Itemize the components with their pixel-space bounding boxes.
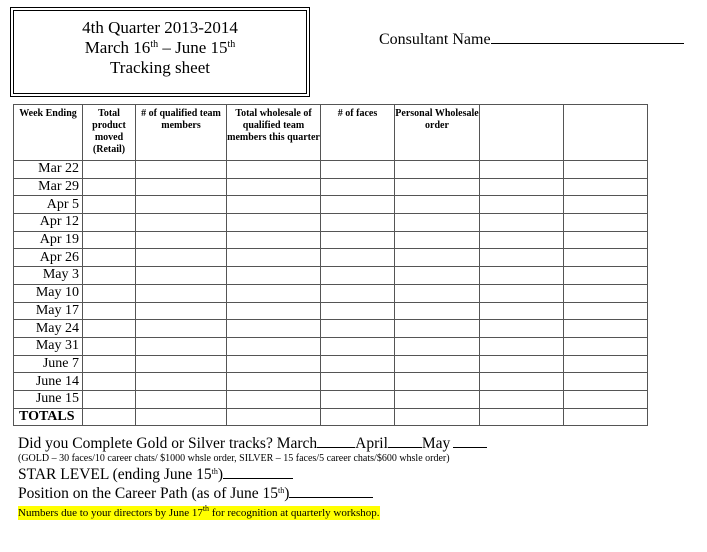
entry-cell[interactable]	[321, 408, 395, 426]
consultant-name-label: Consultant Name	[379, 31, 491, 48]
entry-cell[interactable]	[480, 320, 564, 338]
entry-cell[interactable]	[321, 178, 395, 196]
consultant-name-blank[interactable]	[491, 29, 684, 44]
career-path-blank[interactable]	[289, 484, 373, 498]
col-personal-wholesale: Personal Wholesale order	[395, 105, 480, 161]
entry-cell[interactable]	[227, 231, 321, 249]
entry-cell[interactable]	[83, 249, 136, 267]
tracks-note: (GOLD – 30 faces/10 career chats/ $1000 whsle order, SILVER – 15 faces/5 career chats/$600 whsle order)	[18, 453, 450, 464]
entry-cell[interactable]	[564, 302, 648, 320]
table-row	[14, 337, 648, 355]
entry-cell[interactable]	[480, 373, 564, 391]
entry-cell[interactable]	[321, 320, 395, 338]
entry-cell[interactable]	[564, 178, 648, 196]
entry-cell[interactable]	[564, 249, 648, 267]
career-path-label: Position on the Career Path (as of June 15	[18, 485, 279, 502]
entry-cell[interactable]	[227, 161, 321, 179]
table-row	[14, 161, 648, 179]
table-row	[14, 196, 648, 214]
tracks-question-label: Did you Complete Gold or Silver tracks? March	[18, 435, 318, 452]
star-level-question	[18, 465, 698, 484]
sheet-title: Tracking sheet	[110, 58, 210, 77]
table-row	[14, 267, 648, 285]
table-row	[14, 390, 648, 408]
career-path-close: )	[284, 485, 290, 502]
entry-cell[interactable]	[83, 161, 136, 179]
entry-cell[interactable]	[395, 267, 480, 285]
week-ending-cell: May 24	[14, 320, 83, 338]
entry-cell[interactable]	[395, 302, 480, 320]
entry-cell[interactable]	[83, 302, 136, 320]
entry-cell[interactable]	[83, 408, 136, 426]
entry-cell[interactable]	[136, 196, 227, 214]
entry-cell[interactable]	[136, 231, 227, 249]
entry-cell[interactable]	[395, 284, 480, 302]
entry-cell[interactable]	[321, 373, 395, 391]
entry-cell[interactable]	[564, 390, 648, 408]
table-row	[14, 178, 648, 196]
entry-cell[interactable]	[83, 355, 136, 373]
week-ending-cell: June 7	[14, 355, 83, 373]
entry-cell[interactable]	[395, 408, 480, 426]
entry-cell[interactable]	[321, 214, 395, 232]
entry-cell[interactable]	[564, 161, 648, 179]
entry-cell[interactable]	[83, 337, 136, 355]
entry-cell[interactable]	[83, 284, 136, 302]
entry-cell[interactable]	[83, 196, 136, 214]
entry-cell[interactable]	[83, 214, 136, 232]
star-level-sup: th	[211, 467, 218, 476]
entry-cell[interactable]	[395, 196, 480, 214]
deadline-sup: th	[202, 504, 210, 513]
col-total-wholesale: Total wholesale of qualified team members this quarter	[227, 105, 321, 161]
entry-cell[interactable]	[564, 214, 648, 232]
col-week-ending: Week Ending	[14, 105, 83, 161]
deadline-suffix: for recognition at quarterly workshop.	[209, 507, 380, 519]
entry-cell[interactable]	[564, 196, 648, 214]
week-ending-cell: Apr 19	[14, 231, 83, 249]
entry-cell[interactable]	[564, 284, 648, 302]
entry-cell[interactable]	[136, 320, 227, 338]
entry-cell[interactable]	[136, 355, 227, 373]
entry-cell[interactable]	[395, 373, 480, 391]
table-row	[14, 214, 648, 232]
entry-cell[interactable]	[136, 373, 227, 391]
entry-cell[interactable]	[480, 231, 564, 249]
table-row	[14, 284, 648, 302]
entry-cell[interactable]	[83, 390, 136, 408]
entry-cell[interactable]	[321, 231, 395, 249]
entry-cell[interactable]	[564, 355, 648, 373]
entry-cell[interactable]	[321, 249, 395, 267]
week-ending-cell: May 3	[14, 267, 83, 285]
april-blank[interactable]	[388, 434, 422, 448]
entry-cell[interactable]	[136, 267, 227, 285]
entry-cell[interactable]	[480, 337, 564, 355]
date-range-end-sup: th	[227, 39, 236, 50]
table-row	[14, 231, 648, 249]
entry-cell[interactable]	[227, 267, 321, 285]
entry-cell[interactable]	[480, 214, 564, 232]
entry-cell[interactable]	[321, 267, 395, 285]
consultant-name-field	[379, 29, 684, 49]
entry-cell[interactable]	[227, 249, 321, 267]
entry-cell[interactable]	[480, 408, 564, 426]
entry-cell[interactable]	[321, 337, 395, 355]
entry-cell[interactable]	[321, 284, 395, 302]
col-total-product: Total product moved (Retail)	[83, 105, 136, 161]
col-blank-2	[564, 105, 648, 161]
entry-cell[interactable]	[395, 231, 480, 249]
entry-cell[interactable]	[227, 355, 321, 373]
week-ending-cell: May 10	[14, 284, 83, 302]
week-ending-cell: May 17	[14, 302, 83, 320]
entry-cell[interactable]	[136, 214, 227, 232]
entry-cell[interactable]	[395, 320, 480, 338]
entry-cell[interactable]	[480, 249, 564, 267]
entry-cell[interactable]	[395, 161, 480, 179]
entry-cell[interactable]	[564, 267, 648, 285]
entry-cell[interactable]	[395, 178, 480, 196]
entry-cell[interactable]	[83, 178, 136, 196]
entry-cell[interactable]	[480, 302, 564, 320]
entry-cell[interactable]	[83, 267, 136, 285]
week-ending-cell: Apr 5	[14, 196, 83, 214]
table-row	[14, 355, 648, 373]
deadline-note	[18, 506, 380, 520]
col-blank-1	[480, 105, 564, 161]
entry-cell[interactable]	[564, 337, 648, 355]
col-faces: # of faces	[321, 105, 395, 161]
week-ending-cell: May 31	[14, 337, 83, 355]
entry-cell[interactable]	[136, 161, 227, 179]
date-range-start-sup: th	[150, 39, 159, 50]
entry-cell[interactable]	[136, 390, 227, 408]
entry-cell[interactable]	[227, 214, 321, 232]
entry-cell[interactable]	[480, 390, 564, 408]
entry-cell[interactable]	[136, 302, 227, 320]
entry-cell[interactable]	[564, 231, 648, 249]
entry-cell[interactable]	[227, 284, 321, 302]
tracks-question	[18, 434, 698, 453]
entry-cell[interactable]	[227, 302, 321, 320]
entry-cell[interactable]	[321, 196, 395, 214]
may-label: May	[421, 435, 451, 452]
entry-cell[interactable]	[227, 196, 321, 214]
questions-section	[18, 434, 698, 521]
april-label: April	[355, 435, 388, 452]
entry-cell[interactable]	[564, 320, 648, 338]
date-range-end: – June 15	[158, 38, 228, 57]
entry-cell[interactable]	[321, 355, 395, 373]
table-row	[14, 302, 648, 320]
title-box	[13, 10, 307, 94]
entry-cell[interactable]	[395, 249, 480, 267]
entry-cell[interactable]	[83, 231, 136, 249]
entry-cell[interactable]	[136, 178, 227, 196]
col-qualified-members: # of qualified team members	[136, 105, 227, 161]
entry-cell[interactable]	[136, 337, 227, 355]
entry-cell[interactable]	[227, 390, 321, 408]
table-header-row	[14, 105, 648, 161]
entry-cell[interactable]	[480, 178, 564, 196]
entry-cell[interactable]	[136, 408, 227, 426]
entry-cell[interactable]	[321, 302, 395, 320]
entry-cell[interactable]	[480, 267, 564, 285]
entry-cell[interactable]	[395, 337, 480, 355]
week-ending-cell: Apr 12	[14, 214, 83, 232]
entry-cell[interactable]	[480, 284, 564, 302]
career-path-sup: th	[278, 486, 285, 495]
entry-cell[interactable]	[480, 161, 564, 179]
entry-cell[interactable]	[480, 355, 564, 373]
star-level-close: )	[217, 466, 224, 483]
may-blank[interactable]	[453, 434, 487, 448]
table-row	[14, 373, 648, 391]
entry-cell[interactable]	[480, 196, 564, 214]
career-path-question	[18, 484, 698, 503]
entry-cell[interactable]	[564, 408, 648, 426]
date-range	[14, 38, 306, 58]
entry-cell[interactable]	[227, 178, 321, 196]
entry-cell[interactable]	[136, 284, 227, 302]
totals-label: TOTALS	[14, 408, 83, 426]
tracking-table	[13, 104, 648, 426]
star-level-blank[interactable]	[223, 465, 293, 479]
week-ending-cell: Mar 22	[14, 161, 83, 179]
entry-cell[interactable]	[83, 320, 136, 338]
entry-cell[interactable]	[227, 320, 321, 338]
march-blank[interactable]	[317, 434, 355, 448]
entry-cell[interactable]	[395, 355, 480, 373]
quarter-title: 4th Quarter 2013-2014	[82, 18, 238, 37]
entry-cell[interactable]	[321, 161, 395, 179]
entry-cell[interactable]	[395, 390, 480, 408]
date-range-start: March 16	[84, 38, 151, 57]
week-ending-cell: Apr 26	[14, 249, 83, 267]
week-ending-cell: June 14	[14, 373, 83, 391]
entry-cell[interactable]	[227, 337, 321, 355]
deadline-text: Numbers due to your directors by June 17	[18, 507, 203, 519]
entry-cell[interactable]	[83, 373, 136, 391]
entry-cell[interactable]	[136, 249, 227, 267]
entry-cell[interactable]	[227, 408, 321, 426]
table-row	[14, 320, 648, 338]
entry-cell[interactable]	[321, 390, 395, 408]
week-ending-cell: Mar 29	[14, 178, 83, 196]
table-row	[14, 249, 648, 267]
entry-cell[interactable]	[564, 373, 648, 391]
entry-cell[interactable]	[395, 214, 480, 232]
star-level-label: STAR LEVEL (ending June 15	[18, 466, 212, 483]
totals-row	[14, 408, 648, 426]
entry-cell[interactable]	[227, 373, 321, 391]
week-ending-cell: June 15	[14, 390, 83, 408]
